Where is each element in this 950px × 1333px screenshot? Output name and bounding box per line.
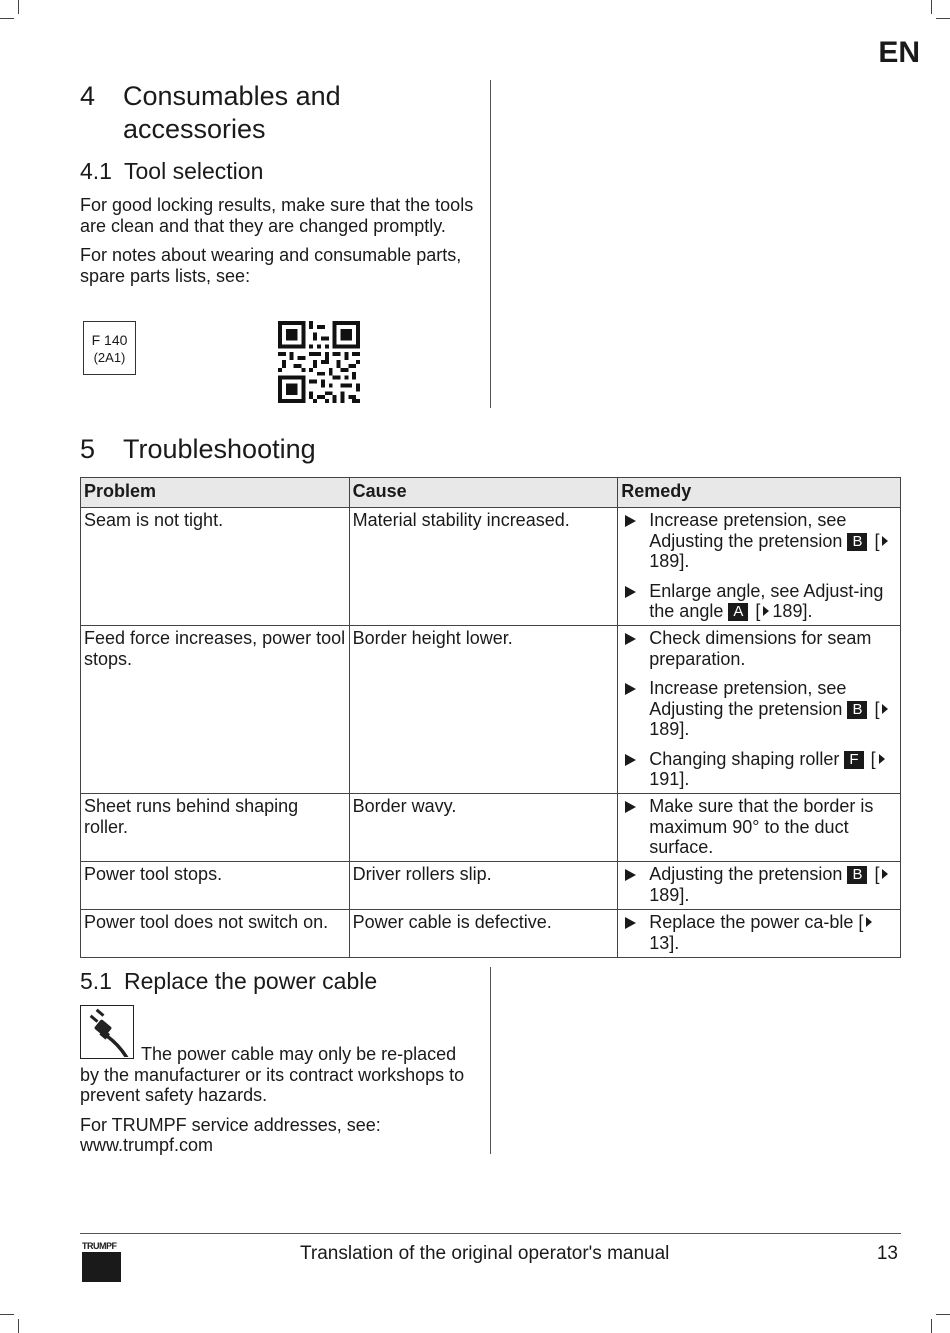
remedy-item (622, 628, 897, 669)
column-divider (490, 80, 491, 408)
problem-cell: Power tool stops. (81, 862, 350, 910)
column-divider (490, 967, 491, 1154)
remedy-item (622, 581, 897, 622)
remedy-cell (618, 862, 901, 910)
remedy-text: Changing shaping roller (649, 748, 840, 769)
problem-cell: Sheet runs behind shaping roller. (81, 794, 350, 862)
replace-cable-text (80, 1044, 475, 1156)
page-reference-link[interactable]: [13]. (649, 912, 875, 953)
figure-key-badge: A (728, 603, 748, 621)
remedy-cell (618, 910, 901, 958)
remedy-cell (618, 626, 901, 794)
subsection-title: Tool selection (124, 158, 264, 184)
remedy-text: Adjusting the pretension (649, 864, 843, 884)
bullet-triangle-icon (625, 586, 636, 598)
problem-cell: Seam is not tight. (81, 508, 350, 626)
table-row (81, 862, 901, 910)
bullet-triangle-icon (625, 683, 636, 695)
website-link[interactable]: www.trumpf.com (80, 1135, 214, 1155)
crop-mark (0, 1314, 14, 1315)
footer-text: Translation of the original operator's manual (300, 1243, 670, 1264)
remedy-item (622, 796, 897, 858)
logo-text: TRUMPF (82, 1241, 117, 1251)
bullet-triangle-icon (625, 869, 636, 881)
column-header-cause: Cause (349, 478, 618, 508)
cause-cell: Border wavy. (349, 794, 618, 862)
remedy-item (622, 912, 897, 953)
footer-divider (80, 1233, 901, 1234)
page-reference-link[interactable]: [189]. (649, 864, 891, 905)
page-reference-text: 189]. (772, 601, 813, 621)
problem-cell: Power tool does not switch on. (81, 910, 350, 958)
page-reference-link[interactable]: [189]. (649, 531, 891, 572)
figure-key-badge: B (847, 701, 867, 719)
page-reference-text: 189]. (649, 551, 690, 571)
table-row (81, 626, 901, 794)
language-tag: EN (878, 36, 920, 69)
remedy-text: Check dimensions for seam preparation. (649, 628, 872, 669)
remedy-text: Make sure that the border is maximum 90° to the duct surface. (649, 796, 874, 857)
link-arrow-icon (866, 917, 872, 927)
remedy-cell (618, 794, 901, 862)
cause-cell: Driver rollers slip. (349, 862, 618, 910)
crop-mark (18, 0, 19, 14)
crop-mark (0, 18, 14, 19)
bullet-triangle-icon (625, 515, 636, 527)
crop-mark (936, 18, 950, 19)
bullet-triangle-icon (625, 754, 636, 766)
section-5-1-heading (80, 967, 377, 995)
section-4-heading (80, 80, 480, 150)
remedy-cell (618, 508, 901, 626)
section-4-1-heading (80, 157, 263, 185)
crop-mark (931, 0, 932, 14)
page-reference-link[interactable]: [191]. (649, 749, 887, 790)
page-number: 13 (876, 1243, 898, 1264)
page-reference-link[interactable]: [ 189]. (755, 601, 813, 621)
figure-key-badge: B (847, 533, 867, 551)
paragraph: For good locking results, make sure that the tools are clean and that they are changed promptly. (80, 195, 474, 236)
page-reference-text: 189]. (649, 884, 690, 905)
subsection-number: 4.1 (80, 158, 112, 184)
cause-cell: Power cable is defective. (349, 910, 618, 958)
link-arrow-icon (882, 869, 888, 879)
cause-cell: Material stability increased. (349, 508, 618, 626)
tag-code: F 140 (91, 332, 128, 348)
remedy-item (622, 864, 897, 905)
troubleshooting-table (80, 477, 901, 958)
column-header-remedy: Remedy (618, 478, 901, 508)
remedy-text: Increase pretension, see Adjusting the pretension (649, 510, 847, 551)
remedy-text: Enlarge angle, see Adjust-ing the angle (649, 580, 884, 621)
logo-block (82, 1252, 121, 1282)
section-number: 4 (80, 81, 96, 111)
figure-key-badge: F (844, 751, 863, 769)
table-row (81, 508, 901, 626)
paragraph: For notes about wearing and consumable parts, spare parts lists, see: (80, 245, 462, 286)
reference-tag (83, 321, 136, 375)
paragraph (80, 1115, 475, 1156)
section-title-line1: Consumables and (123, 81, 341, 111)
trumpf-logo (82, 1241, 122, 1282)
remedy-item (622, 510, 897, 572)
section-number: 5 (80, 434, 96, 464)
crop-mark (18, 1319, 19, 1333)
link-arrow-icon (882, 536, 888, 546)
remedy-item (622, 749, 897, 790)
page-reference-text: 13]. (649, 932, 680, 953)
bullet-triangle-icon (625, 917, 636, 929)
column-header-problem: Problem (81, 478, 350, 508)
subsection-number: 5.1 (80, 968, 112, 994)
tag-subcode: (2A1) (93, 350, 126, 365)
crop-mark (931, 1319, 932, 1333)
problem-cell: Feed force increases, power tool stops. (81, 626, 350, 794)
remedy-item (622, 678, 897, 740)
section-title-line2: accessories (123, 114, 266, 144)
bullet-triangle-icon (625, 633, 636, 645)
remedy-text: Replace the power ca-ble (649, 912, 854, 932)
table-row (81, 794, 901, 862)
qr-code-icon[interactable] (278, 321, 360, 403)
cause-cell: Border height lower. (349, 626, 618, 794)
section-5-heading (80, 433, 480, 467)
link-arrow-icon (763, 606, 769, 616)
paragraph: The power cable may only be re-placed by the manufacturer or its contract workshops to prevent safety hazards. (80, 1044, 465, 1105)
page-reference-text: 191]. (649, 769, 690, 789)
figure-key-badge: B (847, 866, 867, 884)
tool-selection-text (80, 195, 475, 286)
crop-mark (936, 1314, 950, 1315)
link-arrow-icon (882, 704, 888, 714)
page-reference-link[interactable]: [189]. (649, 699, 891, 740)
section-title: Troubleshooting (123, 434, 316, 464)
table-header-row (81, 478, 901, 508)
page-reference-text: 189]. (649, 719, 690, 739)
remedy-text: Increase pretension, see Adjusting the pretension (649, 678, 847, 719)
table-row (81, 910, 901, 958)
link-arrow-icon (879, 754, 885, 764)
bullet-triangle-icon (625, 801, 636, 813)
subsection-title: Replace the power cable (124, 968, 378, 994)
paragraph-line: For TRUMPF service addresses, see: (80, 1114, 381, 1135)
